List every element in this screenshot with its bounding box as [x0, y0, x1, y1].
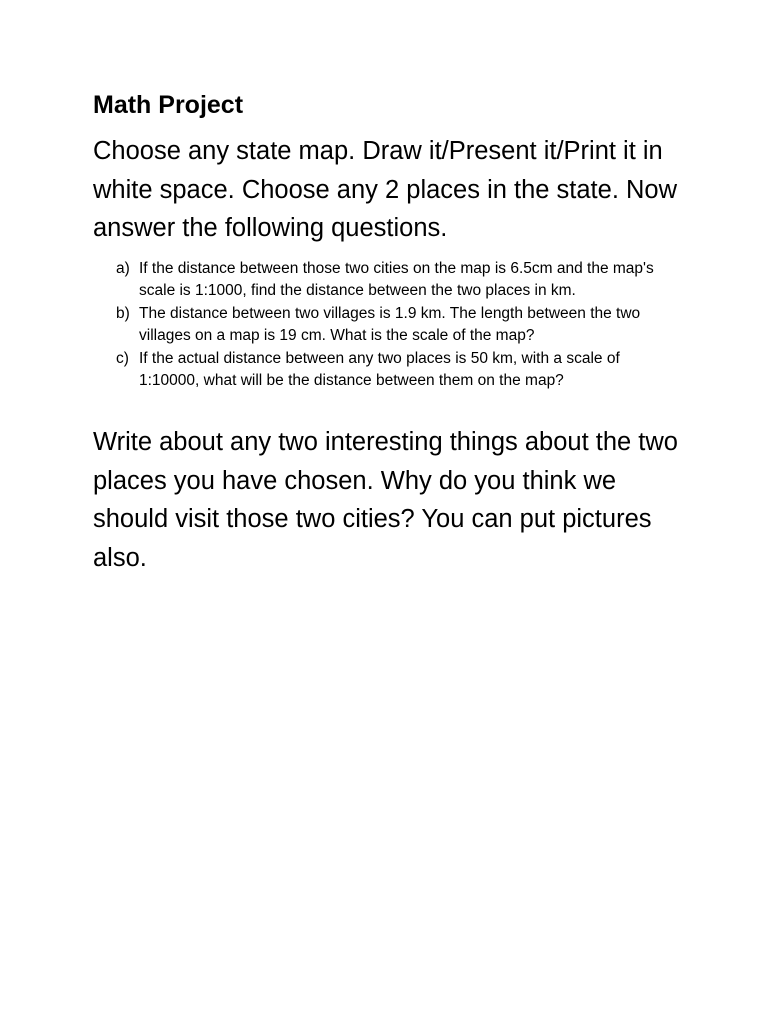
- question-list: [93, 258, 683, 394]
- document-title: Math Project: [93, 91, 244, 119]
- question-item-c: [116, 348, 683, 393]
- document-body: [93, 88, 683, 577]
- closing-paragraph: Write about any two interesting things about the two places you have chosen. Why do you think we should visit those two cities? You can put pictures also.: [93, 428, 678, 572]
- question-text: The distance between two villages is 1.9 km. The length between the two villages on a map is 19 cm. What is the scale of the map?: [139, 304, 641, 345]
- question-marker: b): [116, 304, 130, 322]
- question-item-a: [116, 258, 683, 303]
- question-text: If the actual distance between any two places is 50 km, with a scale of 1:10000, what will be the distance between them on the map?: [139, 349, 620, 390]
- question-text: If the distance between those two cities on the map is 6.5cm and the map's scale is 1:1000, find the distance between the two places in km.: [139, 259, 654, 300]
- question-marker: a): [116, 259, 130, 277]
- question-item-b: [116, 303, 683, 348]
- intro-paragraph: Choose any state map. Draw it/Present it/Print it in white space. Choose any 2 places in the state. Now answer the following questions.: [93, 137, 677, 242]
- question-marker: c): [116, 349, 129, 367]
